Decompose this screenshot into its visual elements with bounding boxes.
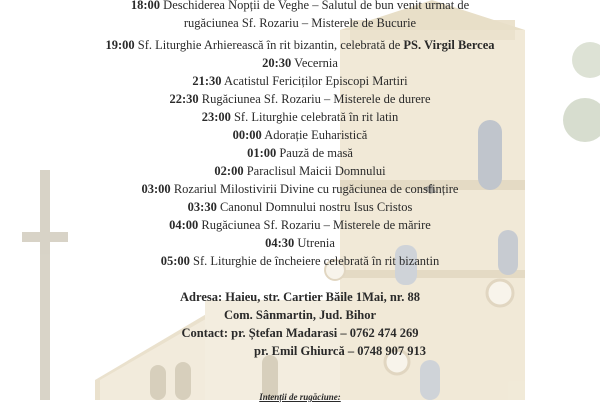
schedule-line — [0, 128, 600, 142]
schedule-line — [0, 74, 600, 88]
schedule-line — [0, 200, 600, 214]
schedule-text: Adorație Euharistică — [264, 128, 368, 142]
schedule-text: Rozariul Milostivirii Divine cu rugăciunea de consfințire — [173, 182, 459, 196]
schedule-line — [0, 164, 600, 178]
schedule-time: 00:00 — [232, 128, 262, 142]
schedule-text: Paraclisul Maicii Domnului — [246, 164, 386, 178]
schedule-time: 02:00 — [214, 164, 244, 178]
schedule-line — [0, 92, 600, 106]
schedule-time: 03:30 — [187, 200, 217, 214]
schedule-time: 20:30 — [262, 56, 292, 70]
schedule-text: Rugăciunea Sf. Rozariu – Misterele de durere — [201, 92, 431, 106]
schedule-time: 04:30 — [265, 236, 295, 250]
schedule-text: Acatistul Fericiților Episcopi Martiri — [223, 74, 408, 88]
schedule-time: 22:30 — [169, 92, 199, 106]
schedule-line — [0, 236, 600, 250]
schedule-line — [0, 110, 600, 124]
schedule-time: 01:00 — [247, 146, 277, 160]
commune-line: Com. Sânmartin, Jud. Bihor — [223, 308, 377, 322]
schedule-time: 19:00 — [105, 38, 135, 52]
schedule-line — [0, 146, 600, 160]
schedule-text: Pauză de masă — [279, 146, 353, 160]
schedule-text: Sf. Liturghie celebrată în rit latin — [233, 110, 399, 124]
schedule-line — [0, 56, 600, 70]
schedule-line — [0, 254, 600, 268]
schedule-text: Sf. Liturghie Arhierească în rit bizantin, celebrată de — [137, 38, 401, 52]
contact-line: Contact: pr. Ștefan Madarasi – 0762 474 269 — [181, 326, 419, 340]
schedule-line — [0, 38, 600, 52]
schedule-text: Utrenia — [297, 236, 335, 250]
schedule-time: 04:00 — [169, 218, 199, 232]
schedule-line — [0, 182, 600, 196]
schedule-text: Rugăciunea Sf. Rozariu – Misterele de mărire — [201, 218, 431, 232]
schedule-time: 23:00 — [201, 110, 231, 124]
schedule-text: Canonul Domnului nostru Isus Cristos — [219, 200, 413, 214]
schedule-line — [0, 16, 600, 30]
intentions-label: Intenții de rugăciune: — [259, 392, 341, 402]
schedule-time: 21:30 — [192, 74, 222, 88]
schedule-text: Vecernia — [294, 56, 338, 70]
schedule-text: rugăciunea Sf. Rozariu – Misterele de Bucurie — [183, 16, 417, 30]
schedule-text: Deschiderea Nopții de Veghe – Salutul de bun venit urmat de — [163, 0, 470, 12]
schedule-time: 05:00 — [160, 254, 190, 268]
celebrant-name: PS. Virgil Bercea — [403, 38, 495, 52]
schedule-line — [0, 0, 600, 12]
address-line: Adresa: Haieu, str. Cartier Băile 1Mai, nr. 88 — [180, 290, 420, 304]
schedule-time: 03:00 — [141, 182, 171, 196]
schedule-text: Sf. Liturghie de încheiere celebrată în rit bizantin — [193, 254, 440, 268]
contact-line-secondary: pr. Emil Ghiurcă – 0748 907 913 — [254, 344, 426, 358]
schedule-line — [0, 218, 600, 232]
schedule-time: 18:00 — [130, 0, 161, 12]
